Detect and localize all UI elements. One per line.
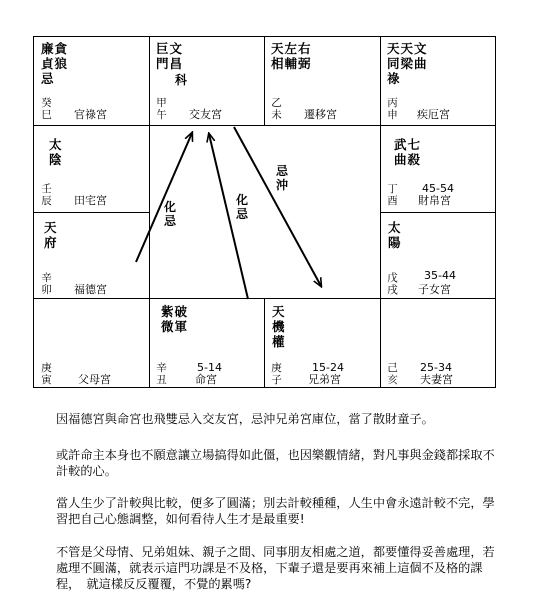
star-label: 天天文 — [387, 41, 428, 56]
earthly-branch: 丑 — [156, 374, 167, 386]
star-label: 天左右 — [271, 41, 312, 56]
heavenly-stem: 甲 — [156, 97, 167, 109]
star-label: 府 — [44, 235, 58, 250]
star-label: 同梁曲 — [387, 56, 428, 71]
palace-name: 遷移宮 — [304, 108, 337, 121]
hua-ji-label: 化忌 — [235, 193, 248, 221]
star-label: 天 — [44, 220, 58, 235]
earthly-branch: 子 — [271, 374, 282, 386]
star-label: 門昌 — [156, 56, 184, 71]
heavenly-stem: 己 — [387, 362, 398, 374]
arrow-layer — [34, 37, 497, 389]
paragraph-3: 當人生少了計較與比較，便多了圓滿；別去計較種種，人生中會永遠計較不完，學習把自己心態調整，如何看待人生才是最重要! — [56, 496, 495, 526]
palace-name: 夫妻宮 — [420, 373, 453, 386]
palace-name: 命宮 — [195, 373, 217, 386]
heavenly-stem: 辛 — [156, 362, 167, 374]
palace-name: 兄弟宮 — [308, 373, 341, 386]
heavenly-stem: 乙 — [271, 97, 282, 109]
heavenly-stem: 庚 — [41, 362, 52, 374]
hua-ji-arrow-from-fude — [136, 133, 192, 262]
age-range: 45-54 — [422, 182, 454, 195]
palace-name: 福德宮 — [74, 283, 107, 296]
mutation-label: 科 — [175, 73, 188, 87]
palace-name: 官祿宮 — [74, 108, 107, 121]
age-range: 35-44 — [424, 269, 456, 282]
heavenly-stem: 癸 — [41, 97, 52, 109]
palace-name: 交友宮 — [189, 108, 222, 121]
star-label: 曲殺 — [394, 152, 422, 167]
palace-name: 父母宮 — [78, 373, 111, 386]
heavenly-stem: 丙 — [387, 97, 398, 109]
paragraph-1: 因福德宮與命宮也飛雙忌入交友宮，忌沖兄弟宮庫位，當了散財童子。 — [56, 412, 434, 426]
star-label: 權 — [272, 334, 286, 349]
star-label: 貞狼 — [41, 56, 69, 71]
earthly-branch: 卯 — [41, 284, 52, 296]
earthly-branch: 戌 — [387, 284, 398, 296]
heavenly-stem: 辛 — [41, 272, 52, 284]
star-label: 陽 — [388, 235, 402, 250]
age-range: 5-14 — [197, 361, 222, 374]
paragraph-2: 或許命主本身也不願意讓立場搞得如此僵，也因樂觀情緒，對凡事與金錢都採取不計較的心。 — [56, 448, 495, 478]
star-label: 武七 — [394, 137, 422, 152]
palace-name: 財帛宮 — [418, 194, 451, 207]
star-label: 廉貪 — [41, 41, 69, 56]
star-label: 天 — [272, 304, 286, 319]
earthly-branch: 辰 — [41, 195, 52, 207]
ziwei-chart — [33, 36, 496, 388]
earthly-branch: 未 — [271, 109, 282, 121]
hua-ji-label: 化忌 — [163, 200, 176, 228]
heavenly-stem: 壬 — [41, 183, 52, 195]
heavenly-stem: 庚 — [271, 362, 282, 374]
age-range: 15-24 — [312, 361, 344, 374]
earthly-branch: 午 — [156, 109, 167, 121]
paragraph-4: 不管是父母情、兄弟姐妹、親子之間、同事朋友相處之道，都要懂得妥善處理，若處理不圓滿，就表示這門功課是不及格，下輩子還是要再來補上這個不及格的課程， 就這樣反反覆覆，不覺的累嗎? — [56, 545, 495, 591]
star-label: 微軍 — [161, 319, 189, 334]
star-label: 太 — [388, 220, 402, 235]
star-label: 相輔弼 — [271, 56, 312, 71]
star-label: 陰 — [49, 152, 63, 167]
age-range: 25-34 — [420, 361, 452, 374]
star-label: 巨文 — [156, 41, 184, 56]
earthly-branch: 酉 — [387, 195, 398, 207]
ji-chong-label: 忌沖 — [275, 164, 288, 192]
earthly-branch: 亥 — [387, 374, 398, 386]
palace-name: 子女宮 — [418, 283, 451, 296]
earthly-branch: 寅 — [41, 374, 52, 386]
palace-name: 疾厄宮 — [417, 108, 450, 121]
earthly-branch: 巳 — [41, 109, 52, 121]
star-label: 紫破 — [161, 304, 189, 319]
heavenly-stem: 丁 — [387, 183, 398, 195]
star-label: 機 — [272, 319, 286, 334]
palace-name: 田宅宮 — [74, 194, 107, 207]
star-label: 忌 — [41, 71, 55, 86]
star-label: 太 — [49, 137, 63, 152]
heavenly-stem: 戊 — [387, 272, 398, 284]
star-label: 祿 — [387, 71, 401, 86]
earthly-branch: 申 — [387, 109, 398, 121]
